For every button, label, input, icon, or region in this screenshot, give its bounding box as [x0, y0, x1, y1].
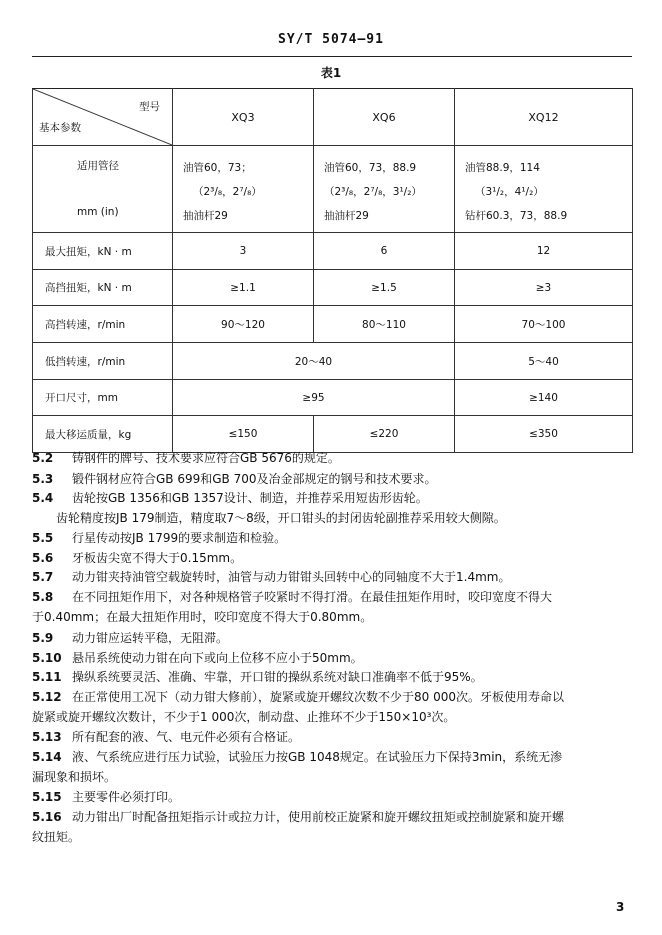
cell-xq6: ≤220: [314, 416, 455, 453]
table-row-high-gear-torque: [33, 270, 633, 306]
row-label: 高挡扭矩，kN · m: [33, 270, 173, 306]
cell-xq3: ≤150: [173, 416, 314, 453]
section-number: 5.16: [32, 810, 62, 824]
cell-xq3-xq6: ≥95: [173, 380, 455, 416]
section-number: 5.8: [32, 590, 54, 604]
table-header-row: [33, 89, 633, 146]
section-text: 行星传动按JB 1799的要求制造和检验。: [72, 531, 287, 545]
section-number: 5.11: [32, 670, 62, 684]
section-number: 5.15: [32, 790, 62, 804]
cell-xq12: ≤350: [455, 416, 633, 453]
section-text: 所有配套的液、气、电元件必须有合格证。: [72, 730, 301, 744]
parameter-header-label: 基本参数: [39, 122, 81, 134]
section-number: 5.3: [32, 472, 54, 486]
cell-xq3: 90～120: [173, 306, 314, 343]
pipe-size-xq3: [173, 146, 314, 233]
cell-xq3: 3: [173, 233, 314, 270]
section-number: 5.6: [32, 551, 54, 565]
row-label: 开口尺寸，mm: [33, 380, 173, 416]
pipe-size-xq12: [455, 146, 633, 233]
pipe-size-unit: mm (in): [77, 206, 119, 218]
table-title: 表1: [320, 66, 342, 80]
section-continuation: 旋紧或旋开螺纹次数计，不少于1 000次，制动盘、止推环不少于150×10³次。: [32, 710, 456, 724]
cell-xq12: ≥140: [455, 380, 633, 416]
section-5-11: [32, 667, 634, 687]
section-5-16: [32, 807, 634, 847]
section-5-9: [32, 628, 634, 648]
cell-xq3-xq6: 20～40: [173, 343, 455, 380]
section-text: 牙板齿尖宽不得大于0.15mm。: [72, 551, 243, 565]
row-label: 最大移运质量，kg: [33, 416, 173, 453]
table-row-max-torque: [33, 233, 633, 270]
section-text: 在正常使用工况下（动力钳大修前），旋紧或旋开螺纹次数不少于80 000次。牙板使用寿命以: [72, 690, 564, 704]
pipe-line: 油管60，73；: [183, 162, 252, 174]
section-number: 5.5: [32, 531, 54, 545]
header-rule: [32, 56, 632, 57]
document-code-header: SY/T 5074—91: [278, 32, 384, 47]
cell-xq6: 6: [314, 233, 455, 270]
section-number: 5.10: [32, 651, 62, 665]
table-row-pipe-size: [33, 146, 633, 233]
pipe-line: 钻杆60.3，73，88.9: [465, 210, 568, 222]
section-5-6: [32, 548, 634, 568]
section-text: 悬吊系统使动力钳在向下或向上位移不应小于50mm。: [72, 651, 363, 665]
diagonal-line: [33, 89, 172, 145]
section-5-5: [32, 528, 634, 548]
parameter-table: [32, 88, 633, 453]
pipe-line: 油管60，73，88.9: [324, 162, 417, 174]
section-number: 5.2: [32, 451, 54, 465]
section-5-7: [32, 567, 634, 587]
section-number: 5.9: [32, 631, 54, 645]
pipe-line: （2³/₈，2⁷/₈，3¹/₂）: [324, 186, 422, 198]
section-number: 5.13: [32, 730, 62, 744]
row-label: 最大扭矩，kN · m: [33, 233, 173, 270]
pipe-size-xq6: [314, 146, 455, 233]
section-number: 5.7: [32, 570, 54, 584]
model-header-label: 型号: [139, 101, 160, 113]
section-number: 5.14: [32, 750, 62, 764]
cell-xq12: 70～100: [455, 306, 633, 343]
section-text: 液、气系统应进行压力试验，试验压力按GB 1048规定。在试验压力下保持3min，系统无渗: [72, 750, 563, 764]
pipe-line: 油管88.9，114: [465, 162, 540, 174]
model-xq12: XQ12: [455, 89, 633, 146]
section-text: 动力钳夹持油管空载旋转时，油管与动力钳钳头回转中心的同轴度不大于1.4mm。: [72, 570, 511, 584]
cell-xq12: ≥3: [455, 270, 633, 306]
section-text: 操纵系统要灵活、准确、牢靠，开口钳的操纵系统对缺口准确率不低于95%。: [72, 670, 483, 684]
pipe-line: （3¹/₂，4¹/₂）: [475, 186, 544, 198]
row-label: 低挡转速，r/min: [33, 343, 173, 380]
pipe-line: 抽油杆29: [324, 210, 369, 222]
section-continuation: 漏现象和损坏。: [32, 770, 117, 784]
section-number: 5.12: [32, 690, 62, 704]
cell-xq6: 80～110: [314, 306, 455, 343]
table-row-max-mass: [33, 416, 633, 453]
diagonal-header-cell: [33, 89, 173, 146]
pipe-line: 抽油杆29: [183, 210, 228, 222]
pipe-size-label-cell: [33, 146, 173, 233]
section-5-2: [32, 448, 634, 468]
cell-xq3: ≥1.1: [173, 270, 314, 306]
cell-xq12: 12: [455, 233, 633, 270]
model-xq6: XQ6: [314, 89, 455, 146]
table-row-high-gear-speed: [33, 306, 633, 343]
pipe-line: （2³/₈，2⁷/₈）: [193, 186, 262, 198]
row-label: 高挡转速，r/min: [33, 306, 173, 343]
cell-xq6: ≥1.5: [314, 270, 455, 306]
section-text: 锻件钢材应符合GB 699和GB 700及冶金部规定的钢号和技术要求。: [72, 472, 437, 486]
section-5-13: [32, 727, 634, 747]
section-text: 主要零件必须打印。: [72, 790, 181, 804]
pipe-size-label: 适用管径: [77, 160, 119, 172]
section-5-12: [32, 687, 634, 727]
cell-xq12: 5～40: [455, 343, 633, 380]
section-continuation: 齿轮精度按JB 179制造，精度取7～8级，开口钳头的封闭齿轮副推荐采用较大侧隙。: [56, 511, 506, 525]
section-text: 齿轮按GB 1356和GB 1357设计、制造，并推荐采用短齿形齿轮。: [72, 491, 428, 505]
section-5-15: [32, 787, 634, 807]
section-text: 动力钳应运转平稳，无阻滞。: [72, 631, 229, 645]
page-number: 3: [616, 900, 625, 914]
table-row-low-gear-speed: [33, 343, 633, 380]
section-text: 在不同扭矩作用下，对各种规格管子咬紧时不得打滑。在最佳扭矩作用时，咬印宽度不得大: [72, 590, 553, 604]
section-5-14: [32, 747, 634, 787]
section-text: 铸钢件的牌号、技术要求应符合GB 5676的规定。: [72, 451, 340, 465]
section-5-8: [32, 587, 634, 627]
section-continuation: 于0.40mm；在最大扭矩作用时，咬印宽度不得大于0.80mm。: [32, 610, 373, 624]
section-continuation: 纹扭矩。: [32, 830, 81, 844]
section-text: 动力钳出厂时配备扭矩指示计或拉力计，使用前校正旋紧和旋开螺纹扭矩或控制旋紧和旋开螺: [72, 810, 565, 824]
section-5-10: [32, 648, 634, 668]
model-xq3: XQ3: [173, 89, 314, 146]
section-number: 5.4: [32, 491, 54, 505]
section-5-3: [32, 469, 634, 489]
section-5-4: [32, 488, 634, 528]
table-row-opening-size: [33, 380, 633, 416]
